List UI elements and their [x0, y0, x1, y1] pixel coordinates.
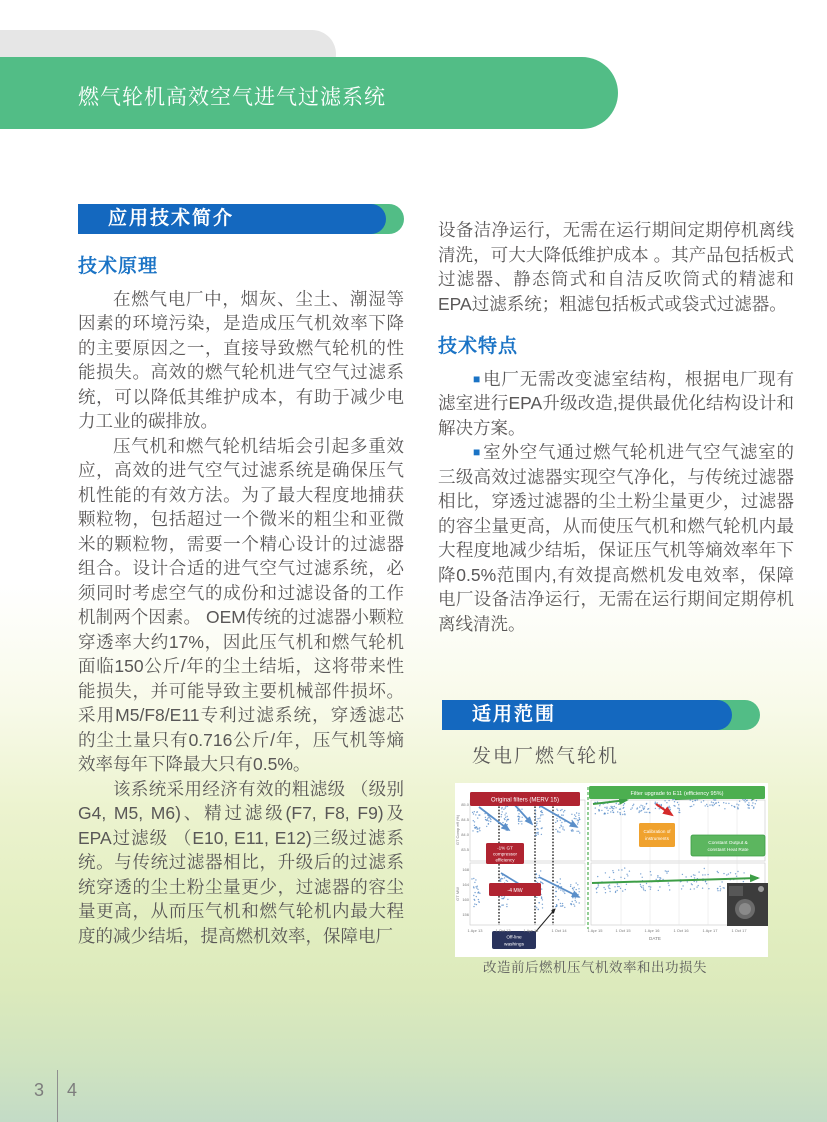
svg-text:1 Oct 15: 1 Oct 15: [615, 928, 631, 933]
svg-text:85.0: 85.0: [461, 802, 469, 807]
left-column: [78, 204, 404, 948]
header-title-band: [0, 57, 618, 129]
svg-text:1 Oct 13: 1 Oct 13: [495, 928, 511, 933]
page-number-divider: [57, 1070, 58, 1122]
calibration-box: [639, 823, 675, 847]
svg-text:84.5: 84.5: [461, 817, 469, 822]
y-axis-titles: [455, 814, 460, 901]
figure-caption: 改造前后燃机压气机效率和出功损失: [483, 960, 707, 975]
page-number-right: 4: [67, 1080, 78, 1100]
bullet-text: 电厂无需改变滤室结构，根据电厂现有滤室进行EPA升级改造,提供最优化结构设计和解决方案。: [438, 368, 795, 438]
svg-text:84.0: 84.0: [461, 832, 469, 837]
svg-text:1 Apr 15: 1 Apr 15: [587, 928, 603, 933]
section-bar-scope: [442, 700, 760, 730]
page-number-left: 3: [34, 1080, 45, 1100]
bullet-item: [438, 440, 794, 636]
svg-text:washings: washings: [504, 942, 524, 948]
paragraph: 在燃气电厂中，烟灰、尘土、潮湿等因素的环境污染，是造成压气机效率下降的主要原因之一，直接导致燃气轮机的性能损失。高效的燃气轮机进气空气过滤系统，可以降低其维护成本，有助于减少电力工业的碳排放。: [78, 288, 404, 431]
figure-chart: [455, 783, 768, 957]
svg-text:164: 164: [462, 882, 469, 887]
svg-text:Constant Output &: Constant Output &: [708, 841, 748, 846]
svg-text:instruments: instruments: [645, 836, 669, 841]
y-axis-labels: [461, 802, 470, 917]
svg-text:1 Apr 14: 1 Apr 14: [523, 928, 539, 933]
svg-text:GT MW: GT MW: [455, 887, 460, 901]
efficiency-loss-box: [486, 843, 524, 864]
paragraph-continuation: 设备洁净运行，无需在运行期间定期停机离线清洗，可大大降低维护成本 。其产品包括板式过滤器、静态筒式和自洁反吹筒式的精滤和EPA过滤系统；粗滤包括板式或袋式过滤器。: [438, 220, 794, 314]
chart-svg: [455, 783, 768, 957]
svg-text:efficiency: efficiency: [495, 857, 515, 863]
x-axis-title: DATE: [649, 936, 661, 941]
svg-text:1 Oct 17: 1 Oct 17: [731, 928, 747, 933]
svg-text:Original filters (MERV 15): Original filters (MERV 15): [491, 797, 559, 804]
svg-text:156: 156: [462, 912, 469, 917]
mw-loss-box: [489, 883, 541, 896]
banner-original-filters: [470, 792, 580, 806]
subheading-features: 技术特点: [438, 336, 519, 357]
figure-title: 发电厂燃气轮机: [472, 746, 620, 767]
svg-text:Calibration of: Calibration of: [643, 829, 671, 834]
banner-filter-upgrade: [589, 786, 765, 799]
section-bar-intro: [78, 204, 404, 234]
svg-text:168: 168: [462, 867, 469, 872]
svg-text:83.5: 83.5: [461, 847, 469, 852]
equipment-photo: [727, 883, 768, 926]
bullet-text: 室外空气通过燃气轮机进气空气滤室的三级高效过滤器实现空气净化，与传统过滤器相比，穿透过滤器的尘土粉尘量更少，过滤器的容尘量更高，从而使压气机和燃气轮机内最大程度地减少结垢，保证压气机等熵效率年下降0.5%范围内,有效提高燃机发电效率，保障电厂设备洁净运行，无需在运行期间定期停机离线清洗。: [438, 442, 795, 634]
svg-text:GT Comp eff (%): GT Comp eff (%): [455, 814, 460, 846]
svg-text:constant Heat Rate: constant Heat Rate: [707, 848, 749, 853]
svg-text:160: 160: [462, 897, 469, 902]
paragraph: 压气机和燃气轮机结垢会引起多重效应，高效的进气空气过滤系统是确保压气机性能的有效方法。为了最大程度地捕获颗粒物，包括超过一个微米的粗尘和亚微米的颗粒物，需要一个精心设计的过滤器组合。设计合适的进气空气过滤系统，必须同时考虑空气的成份和过滤设备的工作机制两个因素。 OEM传统的过滤器小颗粒穿透率大约17%，因此压气机和燃气轮机面临150公斤/年的尘土结垢，这将带来性能损失，并可能导致主要机械部件损坏。采用M5/F8/E11专利过滤系统，穿透滤芯的尘土量只有0.716公斤/年，压气机等熵效率每年下降最大只有0.5%。: [78, 435, 404, 774]
svg-text:Off-line: Off-line: [506, 935, 522, 941]
svg-text:compressor: compressor: [493, 851, 517, 857]
section-bar-scope-label: 适用范围: [442, 700, 732, 730]
svg-text:Filter upgrade to E11 (efficie: Filter upgrade to E11 (efficiency 95%): [630, 791, 724, 797]
svg-text:1 Apr 16: 1 Apr 16: [644, 928, 660, 933]
page-title: 燃气轮机高效空气进气过滤系统: [78, 86, 386, 109]
subheading-principle: 技术原理: [78, 256, 159, 277]
right-column: [438, 218, 794, 636]
svg-text:-4 MW: -4 MW: [507, 888, 523, 894]
svg-text:1 Oct 14: 1 Oct 14: [551, 928, 567, 933]
svg-text:-1% GT: -1% GT: [497, 845, 513, 851]
svg-text:1 Oct 16: 1 Oct 16: [673, 928, 689, 933]
svg-text:1 Apr 13: 1 Apr 13: [467, 928, 483, 933]
bullet-square-icon: ■: [473, 371, 482, 386]
bullet-square-icon: ■: [473, 445, 482, 459]
section-bar-intro-label: 应用技术简介: [78, 204, 386, 234]
svg-text:1 Apr 17: 1 Apr 17: [702, 928, 718, 933]
x-axis-labels: [468, 928, 748, 933]
bullet-item: [438, 367, 794, 441]
constant-output-box: [691, 835, 765, 856]
paragraph: 该系统采用经济有效的粗滤级 （级别G4, M5, M6)、精过滤级(F7, F8, F9)及EPA过滤级 （E10, E11, E12)三级过滤系统。与传统过滤器相比，升级后的过滤系统穿透的尘土粉尘量更少，过滤器的容尘量更高，从而压气机和燃气轮机内最大程度的减少结垢，提高燃机效率，保障电厂: [78, 778, 404, 946]
